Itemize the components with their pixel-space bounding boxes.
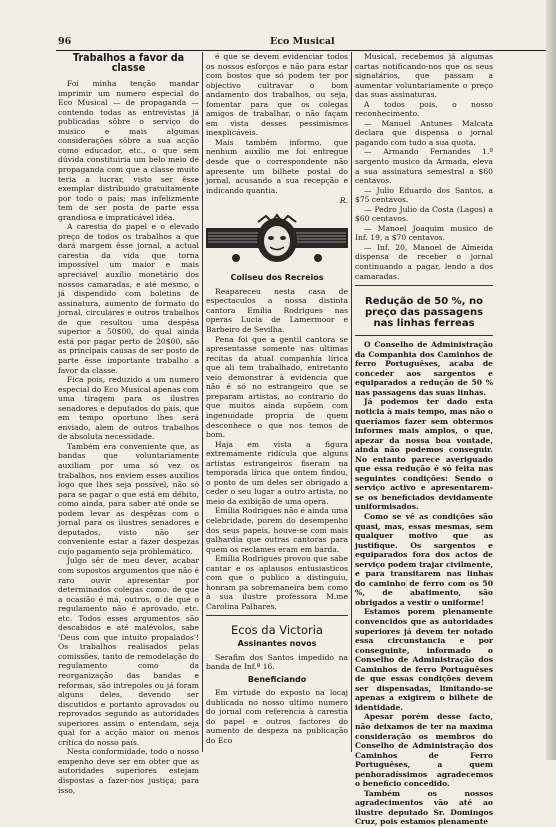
signature: R. <box>339 196 348 206</box>
subsection-title: Assinantes novos <box>237 638 317 648</box>
subsection-title: Beneficiando <box>247 674 307 684</box>
column-1 <box>58 52 199 795</box>
section-rule <box>355 285 493 286</box>
publication-title: Eco Musical <box>270 36 335 47</box>
article-paragraph: Em virtude do exposto na locaj dublicada no nosso ultimo numero do jornal com referencia à carestia do papel e outros factores do aumento de despeza na publicação do Eco <box>206 688 348 745</box>
article-paragraph: Serafim dos Santos impedido na banda de Inf.ª 16. <box>206 652 348 672</box>
article-paragraph: Também os nossos agradecimentos vão até ao ilustre deputado Sr. Domingos Cruz, pois estamos plenamente <box>355 788 493 827</box>
article-paragraph: — Manuel Antunes Malcata declara que dispensa o jornal pagando com tudo a sua quota. <box>355 118 493 147</box>
article-paragraph: Foi minha tenção mandar imprimir um numero especial do Eco Musical — de propaganda — contendo todas as entrevistas já publicadas sôbre o serviço do musico e mais algumas considerações sôbre a sua acção como educador, etc., o que sem dúvida constituiria um belo meio de propaganda com que a classe muito teria a lucrar, visto ser êsse exemplar distribuido gratuitamente por todo o país; mas infelizmente tem de ser posta de parte essa grandiosa e impraticável idéa. <box>58 79 199 222</box>
article-paragraph: Nesta conformidade, todo o nosso empenho deve ser em obter que as autoridades superiores estejam dispostas a fazer-nos justiça; para isso, <box>58 747 199 795</box>
section-title-coliseu: Coliseu dos Recreios <box>230 273 324 283</box>
article-title: Trabalhos a favor da classe <box>72 52 185 74</box>
page-number: 96 <box>58 36 72 47</box>
article-paragraph: — Inf. 20, Manoel de Almeida dispensa de receber o jornal continuando a pagar, lendo a dos camaradas. <box>355 242 493 281</box>
article-paragraph: A todos pois, o nosso reconhecimento. <box>355 99 493 119</box>
article-paragraph: O Conselho de Administração da Companhia dos Caminhos de ferro Portuguêses, acaba de conceder aos sargentos e equiparados a redução de 50 % nas passagens das suas linhas. <box>355 340 493 397</box>
article-paragraph: Fica pois, reduzido a um numero especial do Eco Musical apenas com uma tiragem para os ilustres senadores e deputados do país, que em tempo oportuno lhes será enviado, alem de outros trabalhos de absoluta necessidade. <box>58 375 199 442</box>
article-paragraph: Haja em vista a figura extremamente ridícula que alguns artistas estrangeiros fiseram na temporada lírica que ontem findou, o ponto de um deles ser obrigado a ceder o seu lugar a outro artista, no meio da exibição de uma opera. <box>206 439 348 506</box>
page-header <box>58 36 542 50</box>
column-3 <box>355 52 493 827</box>
section-rule <box>355 335 493 336</box>
article-paragraph: Como se vê as condições são quasi, mas, essas mesmas, sem qualquer motivo que as justifique. Os sargentos e equiparados fora dos actos de serviço podem trajar civilmente, e para transitarem nas linhas do caminho de ferro com os 50 %, de abatimento, são obrigados a vestir o uniforme! <box>355 511 493 607</box>
article-paragraph: — Julio Eduardo dos Santos, a $75 centavos. <box>355 185 493 205</box>
article-paragraph: — Manoel Joaquim musico de Inf. 19, a $70 centavos. <box>355 223 493 243</box>
section-title-ecos: Ecos da Victoria <box>231 623 323 638</box>
article-paragraph: Emília Rodrigues provou que sabe cantar e os aplausos entusiasticos com que o publico a distinguiu, honram pa sobremaneira bem como à sua ilustre professora M.me Carolina Palhares. <box>206 554 348 611</box>
bold-article-title: Redução de 50 %, no preço das passagens nas linhas ferreas <box>364 296 484 330</box>
article-paragraph: Apesar porém desse facto, não deixamos de ter na maxima consideração os membros do Conselho de Administração dos Caminhos de Ferro Portuguêses, a quem penhoradíssimos agradecemos o beneficio concedido. <box>355 712 493 789</box>
column-divider-1 <box>202 52 203 752</box>
article-paragraph: Pena foi que a gentil cantora se apresentasse somente nas ultimas recitas da atual companhia lírica que ali tem trabalhado, entretanto veio demonstrar à evidencia que não é só no estrangeiro que se preparam artistas, ao contrario do que muitos ainda supõem com ingenuidade propria de quem desconhece o que nos temos de bom. <box>206 334 348 440</box>
column-2 <box>206 52 348 745</box>
article-paragraph: Emília Rodrigues não é ainda uma celebridade, porem do desempenho dos seus papeis, houve-se com mais galhardia que outras cantoras para quem os reclames eram em barda. <box>206 506 348 554</box>
header-rule <box>56 50 550 51</box>
article-paragraph: Também era conveniente que, as bandas que voluntariamente auxiliam por uma só vez os trabalhos, nos enviem esses auxílios logo que lhes seja possível, não só para se pagar o que está em débito, como ainda, para saber até onde se podem levar as despêzas com o jornal para os ilustres senadores e deputados, visto não ser conveniente estar a fazer despezas cujo pagamento seja problemático. <box>58 441 199 556</box>
article-paragraph: — Pedro Julio da Costa (Lagos) a $60 centavos. <box>355 204 493 224</box>
article-paragraph: é que se devem evidenciar todos os nossos esforços e não para estar com bostos que só podem ter por objectivo cultravar o bom andamento dos trabalhos, ou seja, fomentar para que os colegas amigos de trabalhar, o não façam em vista desses pessimismos inexplicáveis. <box>206 52 348 138</box>
theatre-mask-ornament <box>206 214 348 266</box>
article-paragraph: — Armando Fernandes 1.º sargento musico da Armada, eleva a sua assinatura semestral a $60 centavos. <box>355 147 493 186</box>
article-paragraph: Mais também informo, que nenhum auxílio me foi entregue desde que o correspondente não apresente um bilhete postal do jornal, acusando a sua recepção e indicando quantia. <box>206 137 348 195</box>
article-paragraph: Reapareceu nesta casa de espectaculos a nossa distinta cantora Emília Rodrigues nas operas Lucia de Lamermoor e Barbeiro de Sevilha. <box>206 286 348 335</box>
column-divider-2 <box>351 52 352 752</box>
section-rule <box>206 615 348 616</box>
article-paragraph: A carestia do papel e o elevado preço de todos os trabalhos a que dará margem êsse jornal, a actual carestia da vida que torna impossível um maior e mais apreciável auxílio monetário dos nossos camaradas, e até mesmo, o já dispendido com boletins de assinatura, aumento de formato do jornal, circulares e outros trabalhos de que resultou uma despêsa superior a 50$00, do qual ainda está por pagar perto de 20$00, são as principais causas de ser posto de parte êsse importante trabalho a favor da classe. <box>58 222 199 375</box>
article-paragraph: Musical, recebemos já algumas cartas notificando-nos que os seus signatários, que passam a aumentar voluntariamente o preço das suas assinaturas. <box>355 52 493 100</box>
page-edge-shadow <box>546 0 556 760</box>
article-paragraph: Estamos porem plenamente convencidos que as autoridades superiores já devem ter notado essa circunstancia e por conseguinte, informado o Conselho de Administração dos Caminhos de ferro Portuguêses de que essas condições devem ser dispensadas, limitando-se apenas a exigirem o bilhete de identidade. <box>355 607 493 712</box>
article-paragraph: Já podemos ter dado esta noticia à mais tempo, mas não o queríamos fazer sem obtermos informes mais amplos, o que, apezar da nossa boa vontade, ainda não podemos conseguir. No entanto parece averiguado que essa redução é só feita nas seguintes condições: Sendo o serviço activo e apresentarem-se os beneficiados devidamente uniformisados. <box>355 397 493 512</box>
article-paragraph: Julgo sêr de meu dever, acabar com supostos argumentos que não é raro ouvir apresentar por determinados colegas como: de que a ocasião é má, outros, o de que o regulamento não é aprovado, etc. etc. Todos esses argumentos são descabidos e até malévolos, sabe 'Deus com que intuito propalados'! Os trabalhos realisados pelas comissões, tanto de remodelação do regulamento como da reorganização das bandas e reformas, são intrepoles ou já foram alguns deles, devendo ser discutidos e portanto aprovados ou reprovados segundo as autoridades superiores assim o entendam, seja qual for a acção maior ou menos crítica do nosso país. <box>58 556 199 747</box>
